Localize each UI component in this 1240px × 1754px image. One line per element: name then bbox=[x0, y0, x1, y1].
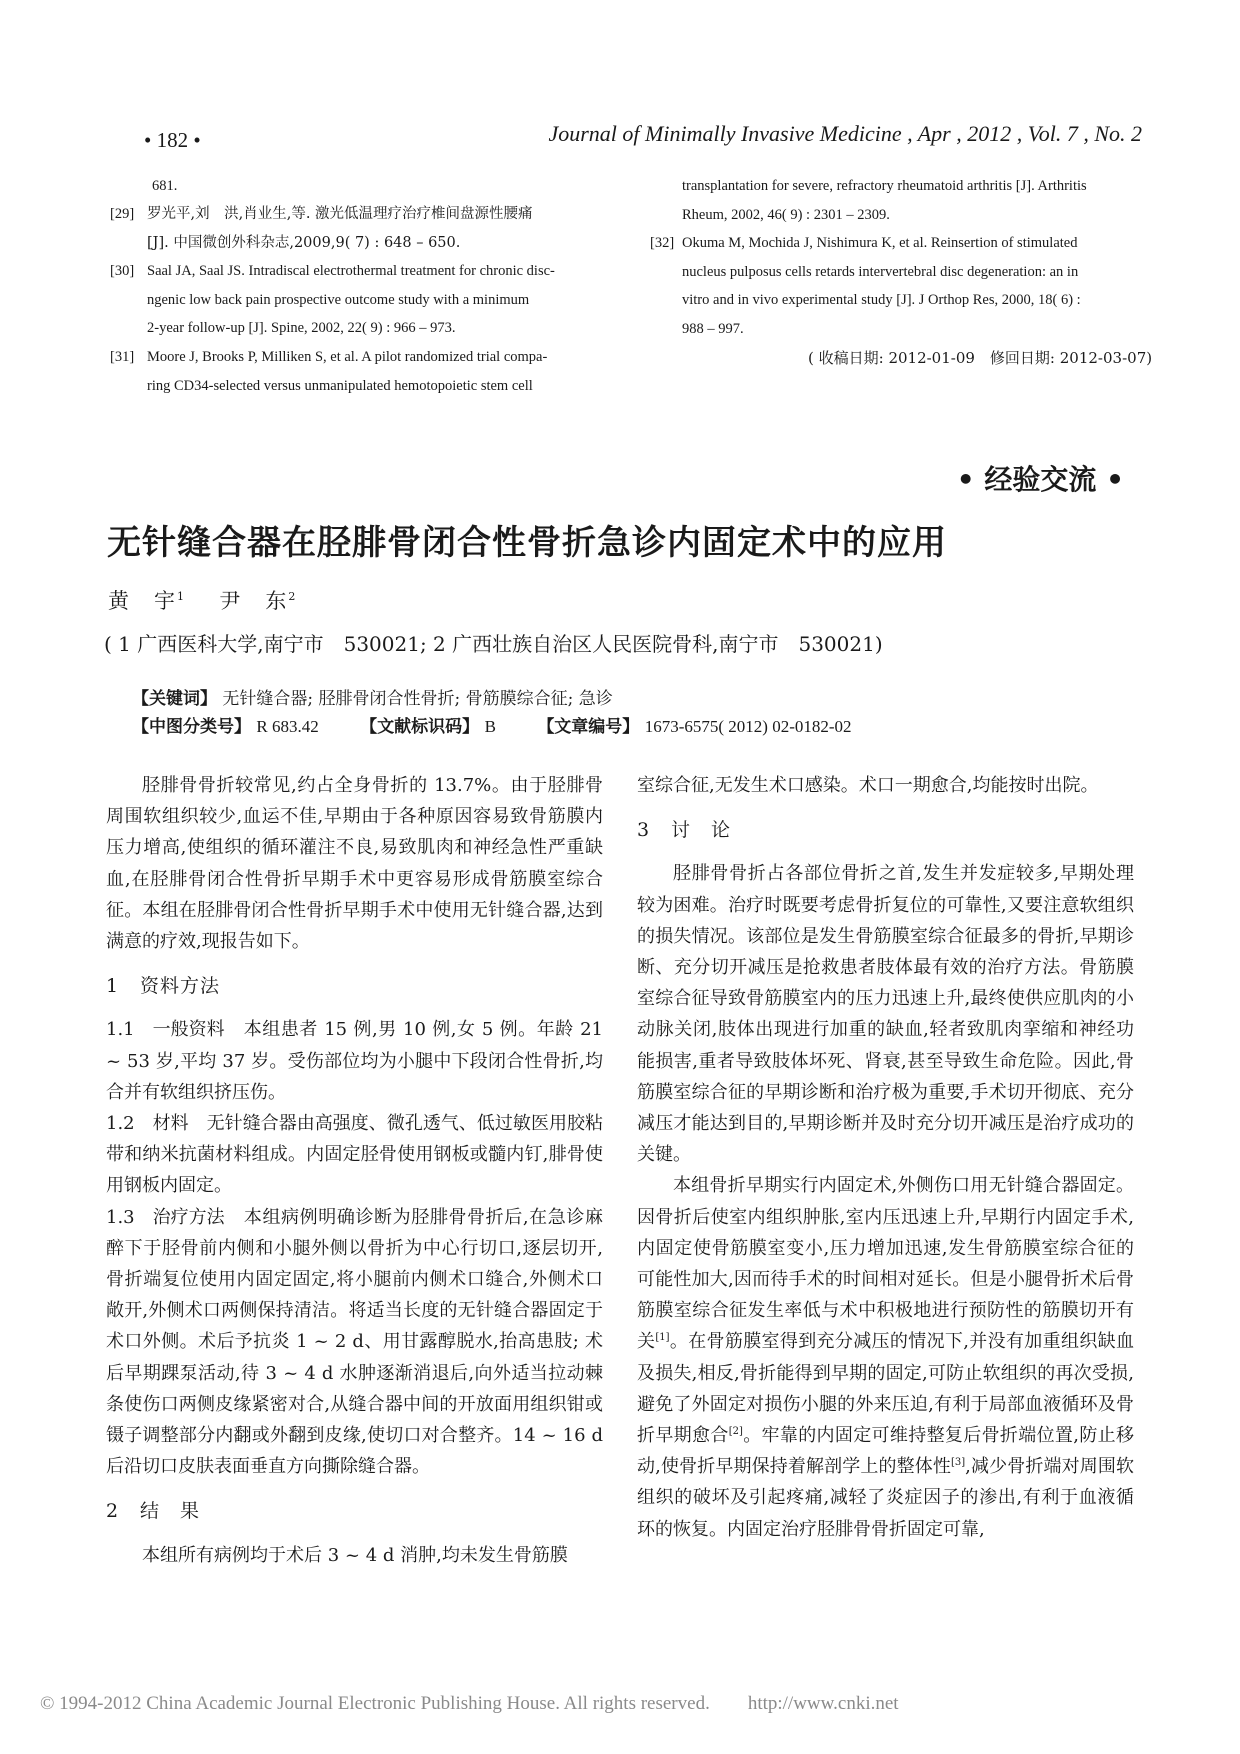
reference-28-tail: 681. bbox=[152, 178, 178, 194]
author-name: 尹 东 bbox=[219, 589, 289, 613]
clc-label: 【中图分类号】 bbox=[132, 717, 251, 737]
reference-29 bbox=[110, 200, 607, 257]
citation: [1] bbox=[655, 1332, 670, 1344]
section-1-1-paragraph: 1.1 一般资料 本组患者 15 例,男 10 例,女 5 例。年龄 21 ~ 53 岁,平均 37 岁。受伤部位均为小腿中下段闭合性骨折,均合并有软组织挤压伤。 bbox=[106, 1019, 603, 1103]
keywords-label: 【关键词】 bbox=[132, 689, 217, 709]
section-1-3-paragraph: 1.3 治疗方法 本组病例明确诊断为胫腓骨骨折后,在急诊麻醉下于胫骨前内侧和小腿外侧以骨折为中心行切口,逐层切开,骨折端复位使用内固定固定,将小腿前内侧术口缝合,外侧术口敞开,外侧术口两侧保持清洁。将适当长度的无针缝合器固定于术口外侧。术后予抗炎 1 ~ 2 d、用甘露醇脱水,抬高患肢; 术后早期踝泵活动,待 3 ~ 4 d 水肿逐渐消退后,向外适当拉动棘条使伤口两侧皮缘紧密对合,从缝合器中间的开放面用组织钳或镊子调整部分内翻或外翻到皮缘,使切口对合整齐。14 ~ 16 d 后沿切口皮肤表面垂直方向撕除缝合器。 bbox=[106, 1206, 603, 1478]
doc-code-label: 【文献标识码】 bbox=[360, 717, 480, 737]
article-number-label: 【文章编号】 bbox=[537, 717, 640, 737]
reference-number: [29] bbox=[110, 206, 135, 222]
clc-value: R 683.42 bbox=[256, 717, 319, 736]
reference-text: Rheum, 2002, 46( 9) : 2301 – 2309. bbox=[682, 206, 890, 223]
section-3-paragraph-2: 本组骨折早期实行内固定术,外侧伤口用无针缝合器固定。因骨折后使室内组织肿胀,室内压迅速上升,早期行内固定手术,内固定使骨筋膜室变小,压力增加迅速,发生骨筋膜室综合征的可能性加大,因而待手术的时间相对延长。但是小腿骨折术后骨筋膜室综合征发生率低与术中积极地进行预防性的筋膜切开有关[1]。在骨筋膜室得到充分减压的情况下,并没有加重组织缺血及损失,相反,骨折能得到早期的固定,可防止软组织的再次受损,避免了外固定对损伤小腿的外来压迫,有利于局部血液循环及骨折早期愈合[2]。牢靠的内固定可维持整复后骨折端位置,防止移动,使骨折早期保持着解剖学上的整体性[3],减少骨折端对周围软组织的破坏及引起疼痛,减轻了炎症因子的渗出,有利于血液循环的恢复。内固定治疗胫腓骨骨折固定可靠, bbox=[637, 1175, 1134, 1540]
section-3-paragraph-1: 胫腓骨骨折占各部位骨折之首,发生并发症较多,早期处理较为困难。治疗时既要考虑骨折复位的可靠性,又要注意软组织的损失情况。该部位是发生骨筋膜室综合征最多的骨折,早期诊断、充分切开减压是抢救患者肢体最有效的治疗方法。骨筋膜室综合征导致骨筋膜室内的压力迅速上升,最终使供应肌肉的小动脉关闭,肢体出现进行加重的缺血,轻者致肌肉挛缩和神经功能损害,重者导致肢体坏死、肾衰,甚至导致生命危险。因此,骨筋膜室综合征的早期诊断和治疗极为重要,手术切开彻底、充分减压才能达到目的,早期诊断并及时充分切开减压是治疗成功的关键。 bbox=[637, 863, 1134, 1166]
doc-code-value: B bbox=[484, 717, 496, 736]
authors bbox=[108, 585, 295, 615]
copyright-footer: © 1994-2012 China Academic Journal Electronic Publishing House. All rights reserved. http://www.cnki.net bbox=[40, 1693, 899, 1714]
section-2-paragraph: 本组所有病例均于术后 3 ~ 4 d 消肿,均未发生骨筋膜 bbox=[142, 1544, 568, 1566]
reference-text: 988 – 997. bbox=[682, 320, 744, 337]
body-right-column bbox=[637, 770, 1134, 1545]
reference-text: nucleus pulposus cells retards intervertebral disc degeneration: an in bbox=[682, 263, 1079, 280]
reference-text: Okuma M, Mochida J, Nishimura K, et al. Reinsertion of stimulated bbox=[682, 235, 1078, 251]
received-date: ( 收稿日期: 2012-01-09 修回日期: 2012-03-07) bbox=[808, 349, 1153, 367]
intro-paragraph: 胫腓骨骨折较常见,约占全身骨折的 13.7%。由于胫腓骨周围软组织较少,血运不佳,早期由于各种原因容易致骨筋膜内压力增高,使组织的循环灌注不良,易致肌肉和神经急性严重缺血,在胫腓骨闭合性骨折早期手术中更容易形成骨筋膜室综合征。本组在胫腓骨闭合性骨折早期手术中使用无针缝合器,达到满意的疗效,现报告如下。 bbox=[106, 775, 603, 953]
reference-text: Saal JA, Saal JS. Intradiscal electrothermal treatment for chronic disc- bbox=[147, 263, 555, 279]
section-1-heading: 1 资料方法 bbox=[106, 975, 221, 998]
page-number: • 182 • bbox=[144, 128, 201, 152]
section-tag: • 经验交流 • bbox=[956, 463, 1124, 496]
author-affiliation-mark: 2 bbox=[288, 590, 296, 603]
classification-line bbox=[132, 712, 852, 737]
author-affiliation-mark: 1 bbox=[177, 590, 184, 603]
reference-text: Moore J, Brooks P, Milliken S, et al. A pilot randomized trial compa- bbox=[147, 349, 548, 365]
section-2-heading: 2 结 果 bbox=[106, 1500, 201, 1523]
body-left-column bbox=[106, 770, 603, 1571]
author-name: 黄 宇 bbox=[108, 589, 177, 613]
reference-text: ring CD34-selected versus unmanipulated hemotopoietic stem cell bbox=[147, 377, 533, 394]
reference-text: vitro and in vivo experimental study [J]. J Orthop Res, 2000, 18( 6) : bbox=[682, 292, 1081, 308]
section-1-2-paragraph: 1.2 材料 无针缝合器由高强度、微孔透气、低过敏医用胶粘带和纳米抗菌材料组成。内固定胫骨使用钢板或髓内钉,腓骨使用钢板内固定。 bbox=[106, 1113, 603, 1197]
reference-number: [31] bbox=[110, 349, 135, 365]
reference-text: ngenic low back pain prospective outcome study with a minimum bbox=[147, 291, 530, 308]
reference-text: transplantation for severe, refractory rheumatoid arthritis [J]. Arthritis bbox=[682, 178, 1087, 194]
reference-30 bbox=[110, 257, 607, 343]
citation: [2] bbox=[728, 1426, 743, 1438]
affiliation: ( 1 广西医科大学,南宁市 530021; 2 广西壮族自治区人民医院骨科,南宁市 530021) bbox=[104, 632, 883, 656]
section-2-paragraph-continued: 室综合征,无发生术口感染。术口一期愈合,均能按时出院。 bbox=[637, 775, 1099, 796]
reference-31 bbox=[110, 343, 607, 400]
reference-text: [J]. 中国微创外科杂志,2009,9( 7) : 648 – 650. bbox=[147, 234, 461, 251]
reference-number: [30] bbox=[110, 263, 135, 279]
article-title: 无针缝合器在胫腓骨闭合性骨折急诊内固定术中的应用 bbox=[107, 523, 947, 563]
journal-header: Journal of Minimally Invasive Medicine , Apr , 2012 , Vol. 7 , No. 2 bbox=[548, 121, 1142, 146]
reference-31-continued bbox=[650, 172, 1144, 229]
reference-text: 2-year follow-up [J]. Spine, 2002, 22( 9) : 966 – 973. bbox=[147, 320, 456, 336]
reference-text: 罗光平,刘 洪,肖业生,等. 激光低温理疗治疗椎间盘源性腰痛 bbox=[147, 206, 533, 222]
citation: [3] bbox=[950, 1457, 966, 1469]
keywords-line bbox=[132, 684, 613, 709]
reference-number: [32] bbox=[650, 235, 675, 251]
article-number-value: 1673-6575( 2012) 02-0182-02 bbox=[644, 717, 852, 736]
keywords: 无针缝合器; 胫腓骨闭合性骨折; 骨筋膜综合征; 急诊 bbox=[222, 689, 613, 709]
section-3-heading: 3 讨 论 bbox=[637, 819, 732, 842]
reference-32 bbox=[650, 229, 1144, 343]
